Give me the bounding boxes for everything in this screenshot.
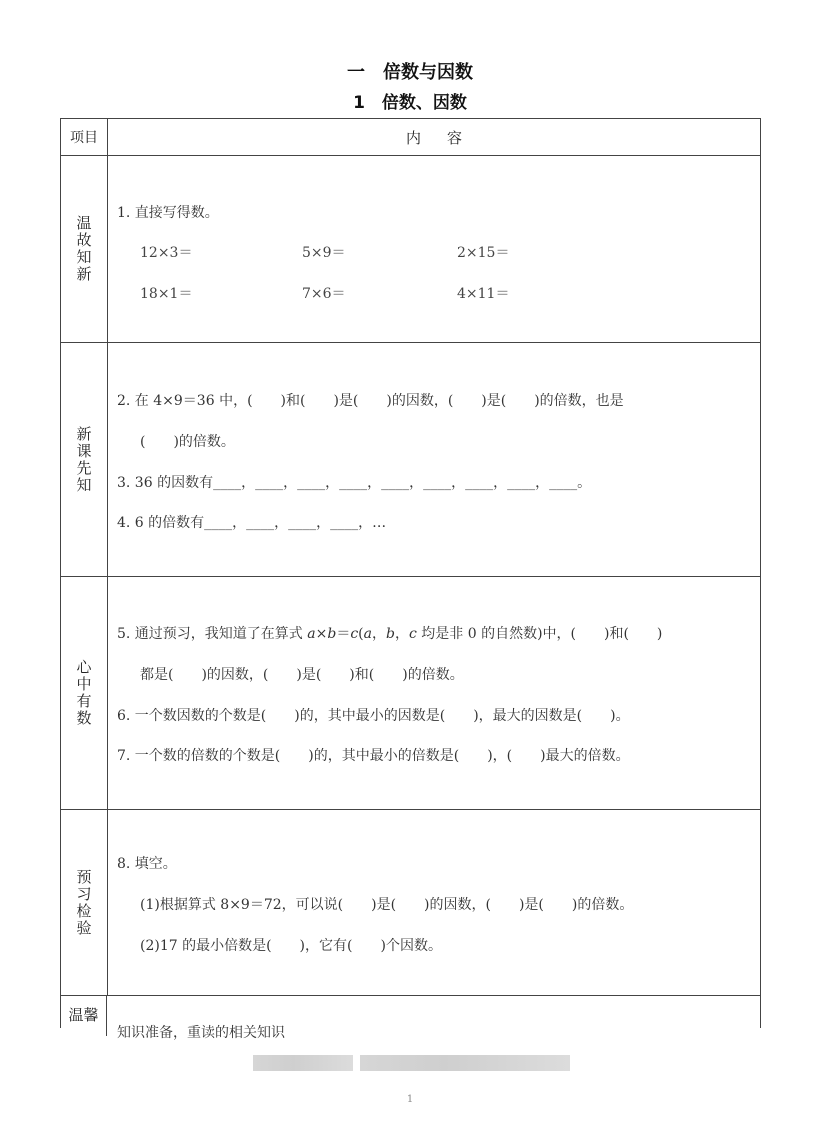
new-knowledge-label: 新课先知	[61, 343, 108, 576]
question-8-1: (1)根据算式 8×9＝72，可以说( )是( )的因数，( )是( )的倍数。	[140, 897, 634, 913]
preview-check-row	[61, 810, 760, 996]
question-2: 2. 在 4×9＝36 中，( )和( )是( )的因数，( )是( )的倍数，也是	[117, 393, 624, 409]
tips-content	[108, 996, 760, 1041]
calc-item: 18×1＝	[140, 286, 193, 302]
calc-item: 2×15＝	[457, 245, 510, 261]
tips-text: 知识准备，重读的相关知识	[117, 1025, 285, 1041]
question-5: 5. 通过预习，我知道了在算式 a×b＝c(a，b，c 均是非 0 的自然数)中，( )和( )	[117, 626, 663, 642]
table-header-row	[61, 119, 760, 156]
preview-check-content	[108, 810, 760, 995]
section-title: 1 倍数、因数	[353, 93, 467, 113]
review-row	[61, 156, 760, 343]
new-knowledge-row	[61, 343, 760, 577]
calc-item: 12×3＝	[140, 245, 193, 261]
question-5-cont: 都是( )的因数，( )是( )和( )的倍数。	[140, 667, 464, 683]
question-3: 3. 36 的因数有____，____，____，____，____，____，____，____，____。	[117, 475, 592, 491]
worksheet-table	[60, 118, 761, 1041]
header-content-label: 内容	[405, 128, 488, 147]
calc-item: 7×6＝	[302, 286, 346, 302]
calc-item: 4×11＝	[457, 286, 510, 302]
question-8: 8. 填空。	[117, 856, 177, 872]
review-content	[108, 156, 760, 342]
blurred-footer-segment	[253, 1055, 353, 1071]
question-7: 7. 一个数的倍数的个数是( )的，其中最小的倍数是( )，( )最大的倍数。	[117, 748, 630, 764]
tips-row	[61, 996, 760, 1041]
chapter-title: 一 倍数与因数	[347, 62, 473, 83]
tips-label: 温馨	[61, 996, 107, 1036]
page-number: 1	[406, 1094, 414, 1105]
in-mind-row	[61, 577, 760, 810]
header-item-label: 项目	[61, 119, 108, 155]
question-2-cont: ( )的倍数。	[140, 434, 235, 450]
question-4: 4. 6 的倍数有____，____，____，____，…	[117, 515, 387, 531]
in-mind-label: 心中有数	[61, 577, 108, 809]
review-label: 温故知新	[61, 156, 108, 342]
in-mind-content	[108, 577, 760, 809]
question-6: 6. 一个数因数的个数是( )的，其中最小的因数是( )，最大的因数是( )。	[117, 708, 630, 724]
question-8-2: (2)17 的最小倍数是( )，它有( )个因数。	[140, 938, 442, 954]
question-1: 1. 直接写得数。	[117, 205, 219, 221]
blurred-footer-segment	[360, 1055, 570, 1071]
calc-item: 5×9＝	[302, 245, 346, 261]
new-knowledge-content	[108, 343, 760, 576]
preview-check-label: 预习检验	[61, 810, 108, 995]
